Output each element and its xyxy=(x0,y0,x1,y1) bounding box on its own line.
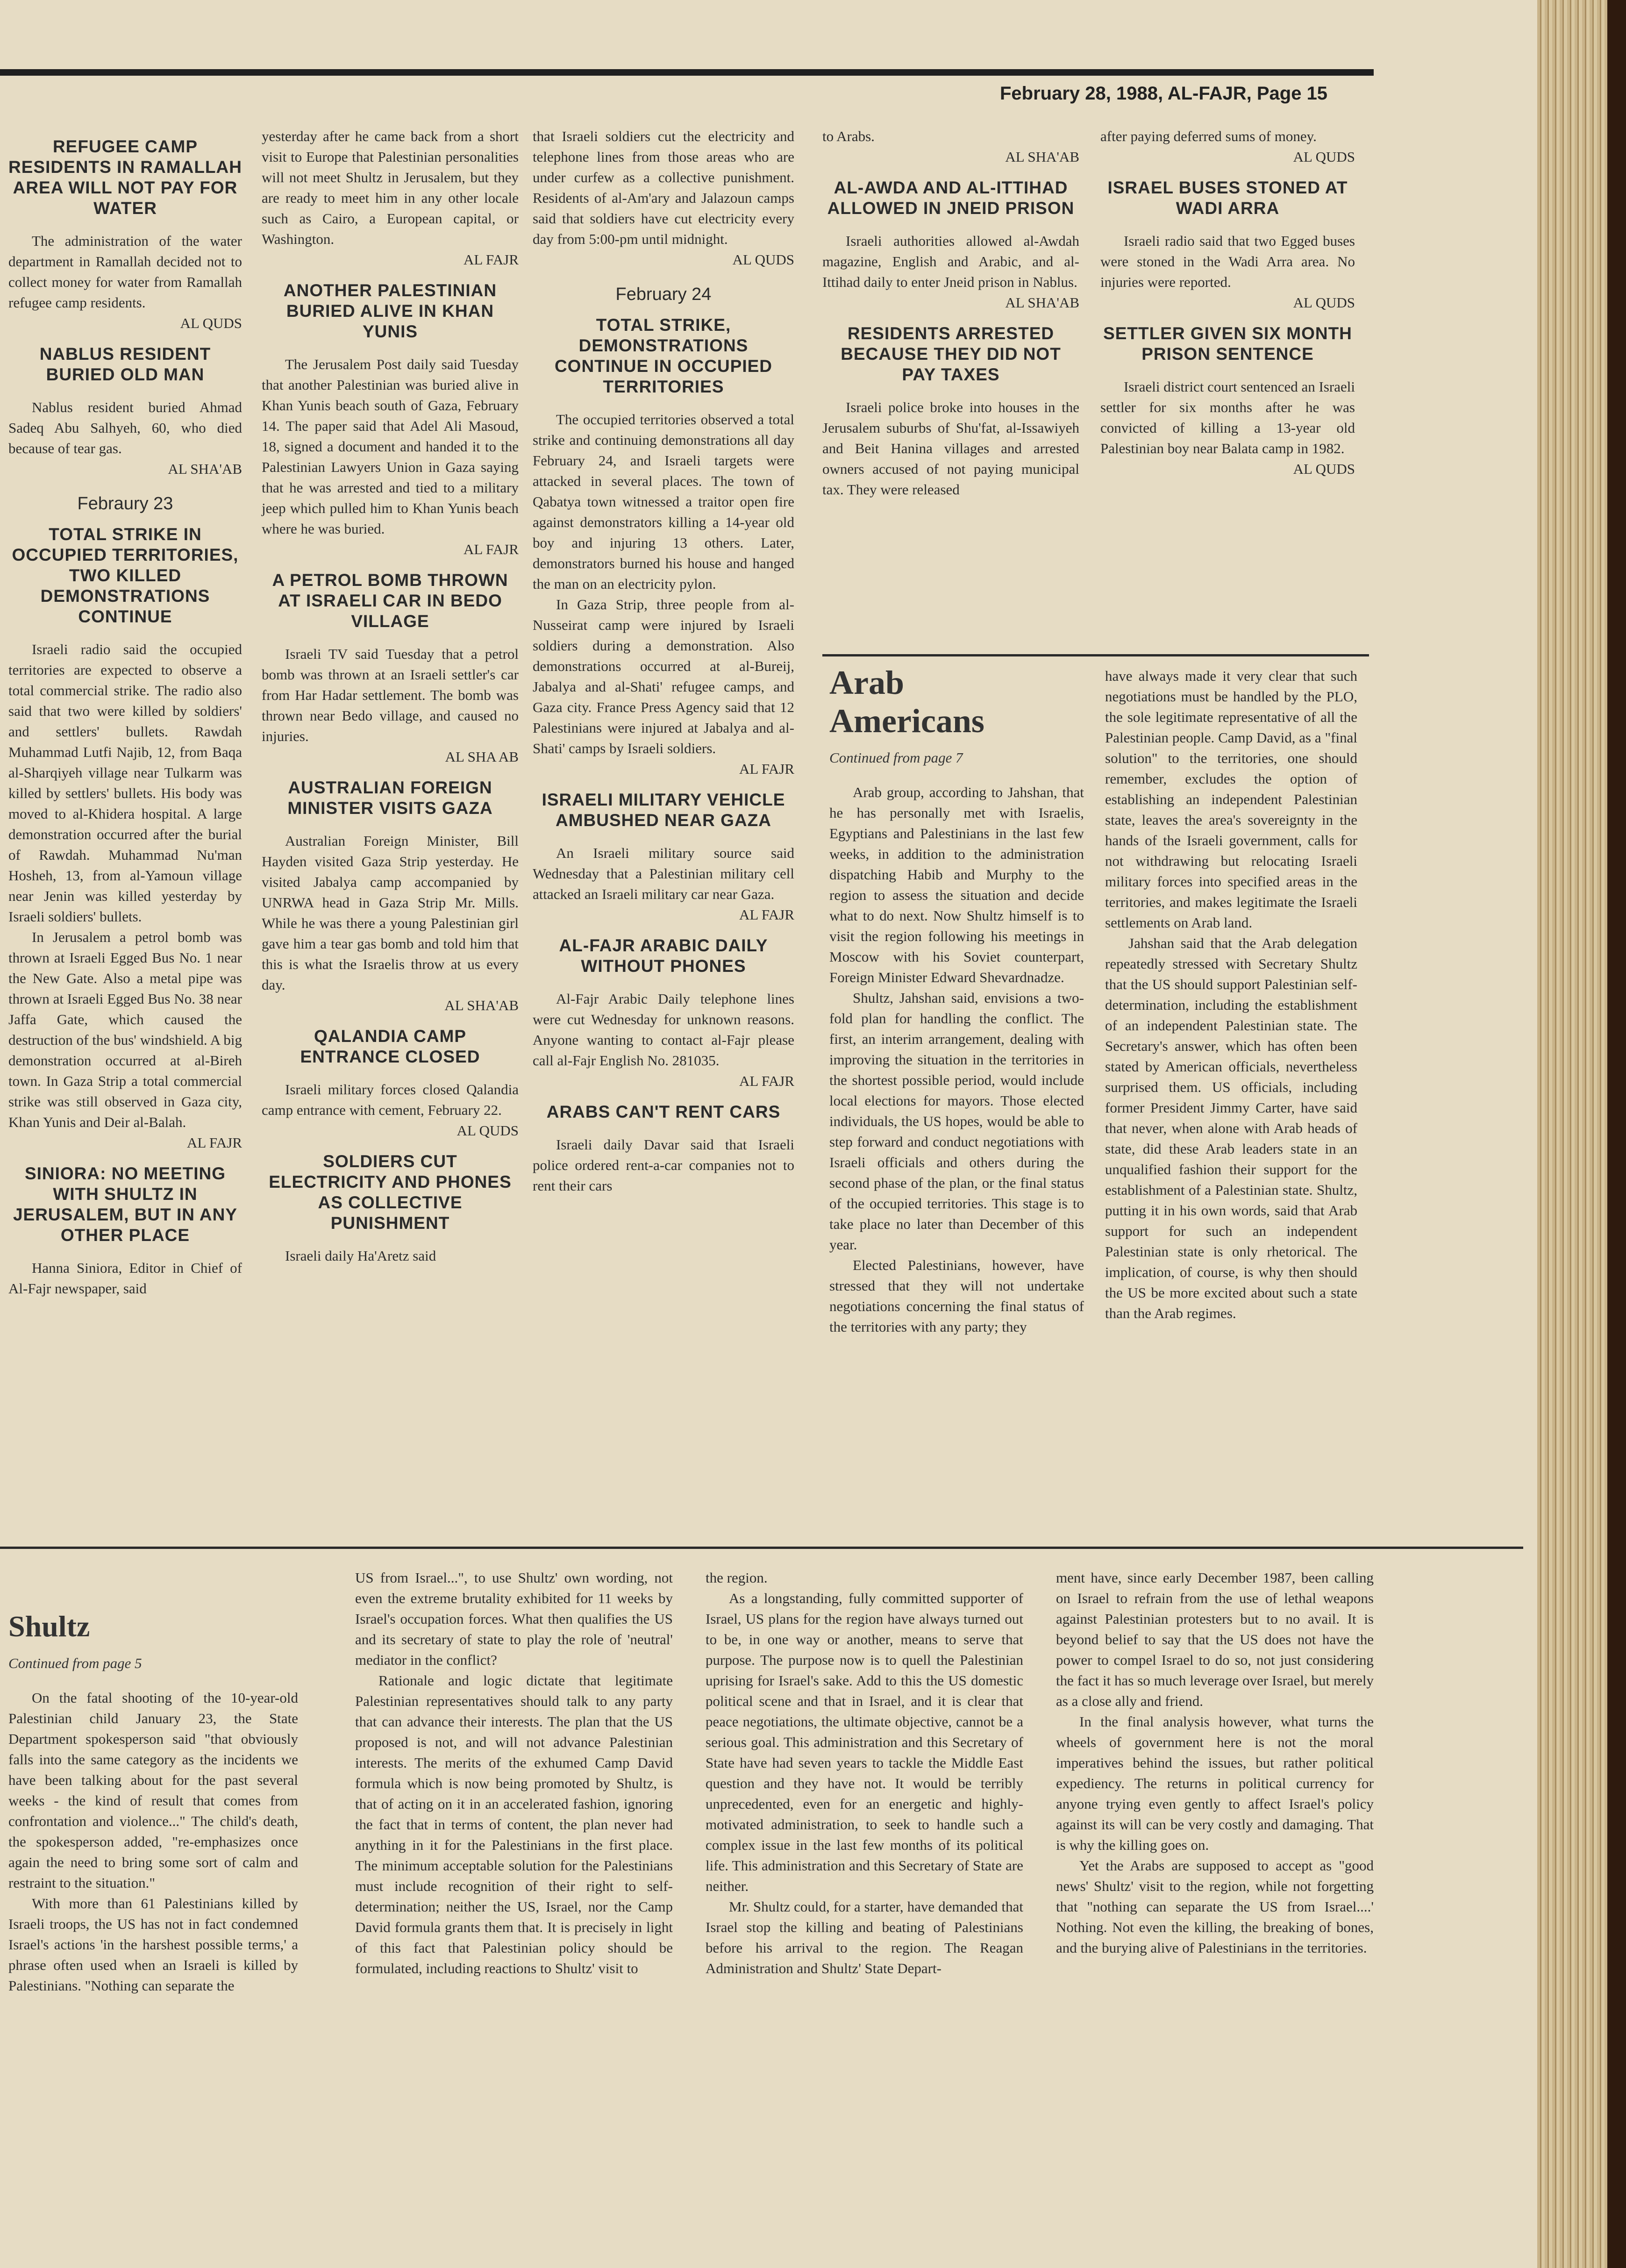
source-credit: AL QUDS xyxy=(180,315,242,331)
article-paragraph: On the fatal shooting of the 10-year-old Palestinian child January 23, the State Department spokesperson said "that obviously falls into the same category as the incidents we have been talking about for the past several weeks - the kind of result that comes from confrontation and violence..." The child's death, the spokesperson added, "re-emphasizes once again the need to bring some sort of calm and restraint to the situation." xyxy=(8,1690,298,1891)
article-text: The occupied territories observed a total strike and continuing demonstrations all day February 24, and Israeli targets were attacked in several places. The town of Qabatya town witnessed a traitor open fire against demonstrators killing a 14-year old boy and injuring 13 others. Later, demonstrators burned his house and hanged the man on an electricity pylon. xyxy=(533,411,794,592)
source-credit: AL FAJR xyxy=(187,1134,242,1151)
article-paragraph: Elected Palestinians, however, have stressed that they will not undertake negotiations concerning the final status of the territories with any party; they xyxy=(829,1257,1084,1335)
headline: SINIORA: NO MEETING WITH SHULTZ IN JERUSALEM, BUT IN ANY OTHER PLACE xyxy=(13,1164,238,1245)
article-text: The administration of the water department in Ramallah decided not to collect money for water from Ramallah refugee camp residents. xyxy=(8,233,242,311)
article-text: Australian Foreign Minister, Bill Hayden visited Gaza Strip yesterday. He visited Jabalya camp accompanied by UNRWA head in Gaza Strip Mr. Mills. While he was there a young Palestinian girl gave him a tear gas bomb and told him that this is what the Israelis throw at us every day. xyxy=(262,833,519,993)
source-credit: AL FAJR xyxy=(739,1073,794,1089)
headline: AUSTRALIAN FOREIGN MINISTER VISITS GAZA xyxy=(287,778,493,818)
article-paragraph: Yet the Arabs are supposed to accept as "good news' Shultz' visit to the region, while not forgetting that "nothing can separate the US from Israel....' Nothing. Not even the killing, the breaking of bones, and the burying alive of Palestinians in the territories. xyxy=(1056,1857,1374,1956)
article-text: Israeli district court sentenced an Israeli settler for six months after he was convicted of killing a 13-year old Palestinian boy near Balata camp in 1982. xyxy=(1100,378,1355,456)
binding-edge xyxy=(1607,0,1626,2268)
date-heading: Febraury 23 xyxy=(77,494,173,514)
article-text: Israeli authorities allowed al-Awdah magazine, English and Arabic, and al-Ittihad daily to enter Jneid prison in Nablus. xyxy=(822,233,1079,290)
headline: TOTAL STRIKE, DEMONSTRATIONS CONTINUE IN OCCUPIED TERRITORIES xyxy=(554,315,773,396)
headline: A PETROL BOMB THROWN AT ISRAELI CAR IN BEDO VILLAGE xyxy=(272,571,508,631)
top-rule xyxy=(0,69,1374,76)
article-paragraph: Rationale and logic dictate that legitimate Palestinian representatives should talk to any party that can advance their interests. The plan that the US proposed is not, and will not advance Palestinian interests. The merits of the exhumed Camp David formula which is now being promoted by Shultz, is that of acting on it in an accelerated fashion, ignoring the fact that in terms of content, the plan never had anything in it for the Palestinians in the first place. The minimum acceptable solution for the Palestinians must include recognition of their right to self-determination; neither the US, Israel, nor the Camp David formula grants them that. It is precisely in light of this fact that Palestinian policy should be formulated, including reactions to Shultz' visit to xyxy=(355,1672,673,1976)
article-paragraph: Mr. Shultz could, for a starter, have demanded that Israel stop the killing and beating of Palestinians before his arrival to the region. The Reagan Administration and Shultz' State Depart- xyxy=(706,1898,1023,1976)
continued-line: Continued from page 7 xyxy=(829,749,963,766)
source-credit: AL SHA'AB xyxy=(1005,294,1079,311)
article-text: Israeli daily Ha'Aretz said xyxy=(285,1248,436,1264)
bottom-rule xyxy=(0,1547,1523,1549)
column-2 xyxy=(262,126,519,1266)
source-credit: AL QUDS xyxy=(456,1122,519,1139)
article-paragraph: have always made it very clear that such negotiations must be handled by the PLO, the sole legitimate representative of all the Palestinian people. Camp David, as a "final solution" to the territories, one should remember, excludes the option of establishing an independent Palestinian state, leaves the area's sovereignty in the hands of the Israeli government, calls for not withdrawing but relocating Israeli military forces into specified areas in the territories, and makes legitimate the Israeli settlements on Arab land. xyxy=(1105,668,1357,931)
headline: REFUGEE CAMP RESIDENTS IN RAMALLAH AREA WILL NOT PAY FOR WATER xyxy=(8,137,242,218)
article-text: In Jerusalem a petrol bomb was thrown at Israeli Egged Bus No. 1 near the New Gate. Also a metal pipe was thrown at Israeli Egged Bus No. 38 near Jaffa Gate, which caused the destruction of the bus' windshield. A big demonstration occurred at al-Bireh town. In Gaza Strip a total commercial strike was still observed in Gaza city, Khan Yunis and Deir al-Balah. xyxy=(8,929,242,1130)
article-text: Israeli police broke into houses in the Jerusalem suburbs of Shu'fat, al-Issawiyeh and Beit Hanina villages and arrested owners accused of not paying municipal tax. They were released xyxy=(822,399,1079,498)
article-text: Israeli daily Davar said that Israeli police ordered rent-a-car companies not to rent their cars xyxy=(533,1136,794,1194)
column-5 xyxy=(1100,126,1355,486)
article-paragraph: Shultz, Jahshan said, envisions a two-fold plan for handling the conflict. The first, an interim arrangement, dealing with improving the situation in the territories in the shortest possible period, would include local elections for mayors. Those elected individuals, the US hopes, would be able to step forward and conduct negotiations with Israeli officials and others during the second phase of the plan, or the final status of the occupied territories. This stage is to take place no later than December of this year. xyxy=(829,990,1084,1253)
shultz-text-1 xyxy=(8,1688,298,1996)
article-text: Hanna Siniora, Editor in Chief of Al-Fajr newspaper, said xyxy=(8,1260,242,1297)
arab-americans-col-1 xyxy=(829,663,1084,1337)
article-text: In Gaza Strip, three people from al-Nusseirat camp were injured by Israeli soldiers during a demonstration. Also demonstrations occurred at al-Bureij, Jabalya and al-Shati' refugee camps, and Gaza city. France Press Agency said that 12 Palestinians were injured at Jabalya and al-Shati' camps by Israeli soldiers. xyxy=(533,596,794,756)
article-text: after paying deferred sums of money. xyxy=(1100,128,1317,144)
article-paragraph: the region. xyxy=(706,1569,768,1586)
shultz-col-3 xyxy=(706,1568,1023,1979)
article-text: Israeli military forces closed Qalandia camp entrance with cement, February 22. xyxy=(262,1081,519,1118)
headline: ARABS CAN'T RENT CARS xyxy=(546,1102,781,1121)
headline: QALANDIA CAMP ENTRANCE CLOSED xyxy=(300,1027,480,1066)
article-paragraph: As a longstanding, fully committed supporter of Israel, US plans for the region have always turned out to be, in one way or another, means to serve that purpose. The purpose now is to quell the Palestinian uprising for Israel's sake. Add to this the US domestic political scene and that in Israel, and it is clear that peace negotiations, the ultimate objective, cannot be a serious goal. This administration and this Secretary of State have had seven years to tackle the Middle East question and they have not. It would be terribly unprecedented, even for an energetic and highly-motivated administration, to seek to handle such a complex issue in the last few months of its political life. This administration and this Secretary of State are neither. xyxy=(706,1590,1023,1894)
source-credit: AL QUDS xyxy=(1293,294,1355,311)
article-text: Israeli radio said that two Egged buses were stoned in the Wadi Arra area. No injuries were reported. xyxy=(1100,233,1355,290)
page-folio: February 28, 1988, AL-FAJR, Page 15 xyxy=(1000,83,1328,104)
source-credit: AL FAJR xyxy=(739,906,794,923)
article-text: An Israeli military source said Wednesday that a Palestinian military cell attacked an Israeli military car near Gaza. xyxy=(533,845,794,902)
source-credit: AL SHA'AB xyxy=(444,997,519,1013)
headline-shultz: Shultz xyxy=(8,1610,90,1643)
article-text: that Israeli soldiers cut the electricity and telephone lines from those areas who are under curfew as a collective punishment. Residents of al-Am'ary and Jalazoun camps said that soldiers have cut electricity every day from 5:00-pm until midnight. xyxy=(533,128,794,247)
column-3 xyxy=(533,126,794,1196)
source-credit: AL FAJR xyxy=(739,761,794,777)
shultz-col-4 xyxy=(1056,1568,1374,1958)
source-credit: AL FAJR xyxy=(464,541,519,557)
section-rule xyxy=(822,654,1369,656)
source-credit: AL QUDS xyxy=(1293,149,1355,165)
headline: ANOTHER PALESTINIAN BURIED ALIVE IN KHAN YUNIS xyxy=(283,281,497,341)
article-text: to Arabs. xyxy=(822,128,875,144)
source-credit: AL FAJR xyxy=(464,251,519,268)
article-paragraph: In the final analysis however, what turns the wheels of government here is not the moral imperatives behind the issues, but rather political expediency. The returns in political currency for anyone trying even gently to affect Israel's policy against its will can be very costly and damaging. That is why the killing goes on. xyxy=(1056,1713,1374,1853)
source-credit: AL SHA'AB xyxy=(1005,149,1079,165)
headline: AL-AWDA AND AL-ITTIHAD ALLOWED IN JNEID PRISON xyxy=(827,178,1075,218)
article-text: Nablus resident buried Ahmad Sadeq Abu Salhyeh, 60, who died because of tear gas. xyxy=(8,399,242,456)
article-paragraph: With more than 61 Palestinians killed by Israeli troops, the US has not in fact condemned Israel's actions 'in the harshest possible terms,' a phrase often used when an Israeli is killed by Palestinians. "Nothing can separate the xyxy=(8,1895,298,1994)
article-text: The Jerusalem Post daily said Tuesday that another Palestinian was buried alive in Khan Yunis beach south of Gaza, February 14. The paper said that Adel Ali Masoud, 18, signed a document and handed it to the Palestinian Lawyers Union in Gaza saying that he was arrested and tied to a military jeep which pulled him to Khan Yunis beach where he was buried. xyxy=(262,356,519,537)
shultz-col-2 xyxy=(355,1568,673,1979)
arab-americans-text-1 xyxy=(829,782,1084,1337)
article-paragraph: US from Israel...", to use Shultz' own wording, not even the extreme brutality exhibited for 11 weeks by Israel's occupation forces. What then qualifies the US and its secretary of state to play the role of 'neutral' mediator in the conflict? xyxy=(355,1569,673,1668)
headline: ISRAEL BUSES STONED AT WADI ARRA xyxy=(1107,178,1348,218)
column-1 xyxy=(8,126,242,1299)
headline: ISRAELI MILITARY VEHICLE AMBUSHED NEAR GAZA xyxy=(542,790,785,830)
arab-americans-col-2 xyxy=(1105,666,1357,1324)
headline: SETTLER GIVEN SIX MONTH PRISON SENTENCE xyxy=(1103,324,1352,364)
column-4 xyxy=(822,126,1079,500)
headline: TOTAL STRIKE IN OCCUPIED TERRITORIES, TWO KILLED DEMONSTRATIONS CONTINUE xyxy=(12,525,239,626)
source-credit: AL SHA'AB xyxy=(168,461,242,477)
source-credit: AL QUDS xyxy=(732,251,794,268)
article-paragraph: ment have, since early December 1987, been calling on Israel to refrain from the use of lethal weapons against Palestinian protesters but to no avail. It is beyond belief to say that the US does not have the power to compel Israel to do so, not just considering the fact it has so much leverage over Israel, but merely as a close ally and friend. xyxy=(1056,1569,1374,1709)
headline: AL-FAJR ARABIC DAILY WITHOUT PHONES xyxy=(559,936,768,976)
date-heading: February 24 xyxy=(615,285,712,304)
article-paragraph: Arab group, according to Jahshan, that he has personally met with Israelis, Egyptians and Palestinians in the last few weeks, in addition to the administration dispatching Habib and Murphy to the region to assess the situation and decide what to do next. Now Shultz himself is to visit the region following his meetings in Moscow with his Soviet counterpart, Foreign Minister Edward Shevardnadze. xyxy=(829,784,1084,985)
article-text: Al-Fajr Arabic Daily telephone lines were cut Wednesday for unknown reasons. Anyone wanting to contact al-Fajr please call al-Fajr English No. 281035. xyxy=(533,991,794,1069)
article-text: yesterday after he came back from a short visit to Europe that Palestinian personalities will not meet Shultz in Jerusalem, but they are ready to meet him in any other locale such as Cairo, a European capital, or Washington. xyxy=(262,128,519,247)
headline-arab: Arab xyxy=(829,664,904,701)
source-credit: AL QUDS xyxy=(1293,461,1355,477)
headline-americans: Americans xyxy=(829,702,984,740)
article-text: Israeli radio said the occupied territories are expected to observe a total commercial strike. The radio also said that two were killed by soldiers' and settlers' bullets. Rawdah Muhammad Lutfi Najib, 12, from Baqa al-Sharqiyeh village near Tulkarm was killed by settlers' bullets. His body was moved to al-Khidera hospital. A large demonstration occurred after the burial of Rawdah. Muhammad Nu'man Hosheh, 13, from al-Yamoun village near Jenin was killed yesterday by Israeli soldiers' bullets. xyxy=(8,641,242,925)
headline: RESIDENTS ARRESTED BECAUSE THEY DID NOT PAY TAXES xyxy=(841,324,1061,384)
continued-line: Continued from page 5 xyxy=(8,1655,142,1671)
article-text: Israeli TV said Tuesday that a petrol bomb was thrown at an Israeli settler's car from Har Hadar settlement. The bomb was thrown near Bedo village, and caused no injuries. xyxy=(262,646,519,744)
headline: SOLDIERS CUT ELECTRICITY AND PHONES AS COLLECTIVE PUNISHMENT xyxy=(269,1152,512,1233)
article-paragraph: Jahshan said that the Arab delegation repeatedly stressed with Secretary Shultz that the US should support Palestinian self-determination, including the establishment of an independent Palestinian state. The Secretary's answer, which has often been stated by American officials, nevertheless surprised them. US officials, including former President Jimmy Carter, have said that never, when alone with Arab heads of state, did these Arab leaders state in an unqualified fashion their support for the establishment of a Palestinian state. Shultz, putting it in his own words, said that Arab support for such an independent Palestinian state is only rhetorical. The implication, of course, is why then should the US be more excited about such a state than the Arab regimes. xyxy=(1105,935,1357,1321)
source-credit: AL SHA AB xyxy=(445,749,519,765)
shultz-col-1 xyxy=(8,1607,298,1996)
headline: NABLUS RESIDENT BURIED OLD MAN xyxy=(39,344,211,384)
